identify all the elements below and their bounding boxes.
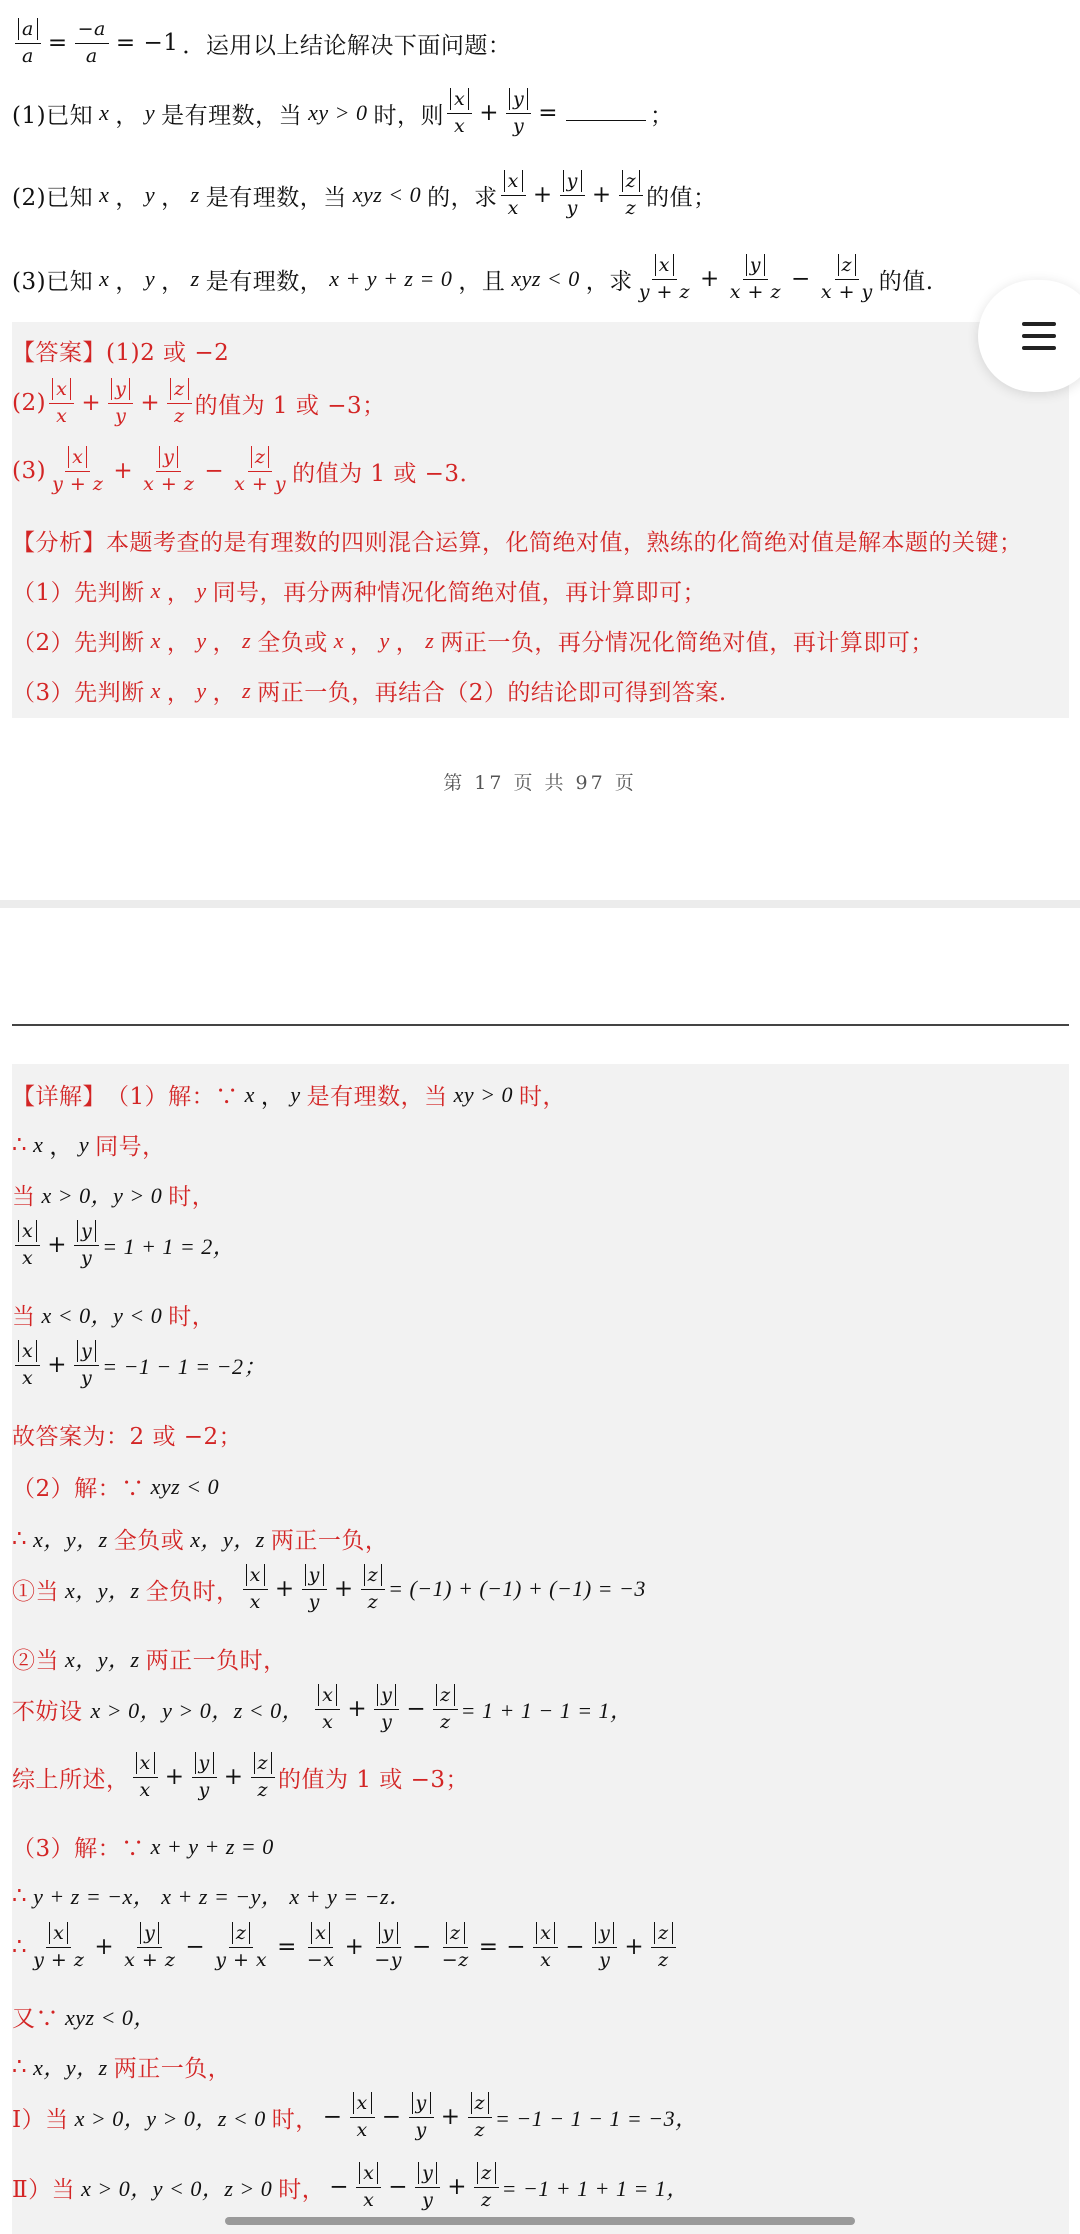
page-separator xyxy=(0,900,1080,908)
fraction-abs-a-over-a: $\frac{a}{a}$ xyxy=(15,18,41,69)
detail-tag: 【详解】 xyxy=(12,1084,106,1110)
answer-blank xyxy=(566,106,646,121)
scrollbar[interactable] xyxy=(225,2217,855,2225)
menu-icon xyxy=(1022,322,1056,326)
detail-line-13: 综上所述， $\frac{x}{x}$ + $\frac{y}{y}$ + $\frac{z}{z}$ 的值为 1 或 −3； xyxy=(12,1752,470,1801)
answer-line-1: 【答案】 (1)2 或 −2 xyxy=(12,334,229,367)
analysis-tag: 【分析】 xyxy=(12,530,106,556)
detail-line-20: Ⅱ）当 x > 0，y < 0，z > 0 时， − $\frac{x}{x}$ − $\frac{y}{y}$ + $\frac{z}{z}$ = −1 + 1 + 1 = 1， xyxy=(12,2162,689,2211)
detail-line-11: ②当 x，y，z 两正一负时， xyxy=(12,1647,287,1674)
analysis-step-3: （3）先判断 x ， y ， z 两正一负，再结合（2）的结论即可得到答案. xyxy=(12,677,727,706)
detail-line-7: 故答案为：2 或 −2； xyxy=(12,1424,243,1450)
detail-line-6: $\frac{x}{x}$ + $\frac{y}{y}$ = −1 − 1 = −2； xyxy=(12,1340,266,1391)
analysis-step-1: （1）先判断 x ， y 同号，再分两种情况化简绝对值，再计算即可； xyxy=(12,577,707,606)
analysis-step-2: （2）先判断 x ， y ， z 全负或 x ， y ， z 两正一负，再分情况化简绝对值，再计算即可； xyxy=(12,627,934,656)
question-1: (1)已知 x ， y 是有理数，当 xy > 0 时，则 $\frac{x}{x}$ + $\frac{y}{y}$ = ； xyxy=(12,88,674,137)
detail-line-12: 不妨设 x > 0，y > 0，z < 0， $\frac{x}{x}$ + $\frac{y}{y}$ − $\frac{z}{z}$ = 1 + 1 − 1 = 1， xyxy=(12,1684,633,1733)
detail-line-14: （3）解：∵ x + y + z = 0 xyxy=(12,1833,274,1862)
detail-line-9: ∴ x，y，z 全负或 x，y，z 两正一负， xyxy=(12,1525,389,1554)
question-3: (3)已知 x ， y ， z 是有理数， x + y + z = 0 ，且 xyz < 0 ，求 $\frac{x}{y + z}$ + $\frac{y}{x + z}$ − $\frac{z}{x + y}$ 的值. xyxy=(12,254,934,303)
top-rule xyxy=(12,1024,1069,1026)
intro-line: $\frac{a}{a}$ = $\frac{-a}{a}$ = −1 ．运用以上结论解决下面问题： xyxy=(12,18,511,69)
analysis-line: 【分析】 本题考查的是有理数的四则混合运算，化简绝对值，熟练的化简绝对值是解本题的关键； xyxy=(12,524,1023,557)
detail-line-4: $\frac{x}{x}$ + $\frac{y}{y}$ = 1 + 1 = 2， xyxy=(12,1220,235,1271)
page-number: 第 17 页 共 97 页 xyxy=(443,772,637,794)
detail-line-1: 【详解】 （1）解：∵ x ， y 是有理数，当 xy > 0 时， xyxy=(12,1078,566,1111)
answer-tag: 【答案】 xyxy=(12,340,106,366)
detail-line-17: 又∵ xyz < 0， xyxy=(12,2005,156,2032)
menu-button[interactable] xyxy=(978,280,1080,392)
question-2: (2)已知 x ， y ， z 是有理数，当 xyz < 0 的，求 $\frac{x}{x}$ + $\frac{y}{y}$ + $\frac{z}{z}$ 的值； xyxy=(12,170,717,219)
detail-line-15: ∴ y + z = −x， x + z = −y， x + y = −z． xyxy=(12,1882,412,1909)
detail-line-8: （2）解：∵ xyz < 0 xyxy=(12,1473,220,1502)
detail-line-2: ∴ x ， y 同号， xyxy=(12,1131,166,1160)
fraction-neg-a-over-a: $\frac{-a}{a}$ xyxy=(75,18,109,69)
detail-line-19: Ⅰ）当 x > 0，y > 0，z < 0 时， − $\frac{x}{x}$ − $\frac{y}{y}$ + $\frac{z}{z}$ = −1 − 1 − 1 = −3， xyxy=(12,2092,698,2141)
answer-line-2: (2) $\frac{x}{x}$ + $\frac{y}{y}$ + $\frac{z}{z}$ 的值为 1 或 −3； xyxy=(12,378,386,427)
intro-text: ．运用以上结论解决下面问题： xyxy=(182,32,512,59)
answer-line-3: (3) $\frac{x}{y + z}$ + $\frac{y}{x + z}$ − $\frac{z}{x + y}$ 的值为 1 或 −3． xyxy=(12,446,484,495)
detail-line-10: ①当 x，y，z 全负时， $\frac{x}{x}$ + $\frac{y}{y}$ + $\frac{z}{z}$ = (−1) + (−1) + (−1) = −3 xyxy=(12,1564,646,1613)
detail-line-3: 当 x > 0，y > 0 时， xyxy=(12,1183,216,1210)
detail-line-18: ∴ x，y，z 两正一负， xyxy=(12,2053,232,2082)
detail-line-5: 当 x < 0，y < 0 时， xyxy=(12,1303,216,1330)
detail-line-16: ∴ $\frac{x}{y + z}$ + $\frac{y}{x + z}$ − $\frac{z}{y + x}$ = $\frac{x}{-x}$ + $\frac{y}{-y}$ − $\frac{z}{-z}$ = − $\frac{x}{x}$ − $\frac{y}{y}$ + $\frac{z}{z}$ xyxy=(12,1922,679,1973)
